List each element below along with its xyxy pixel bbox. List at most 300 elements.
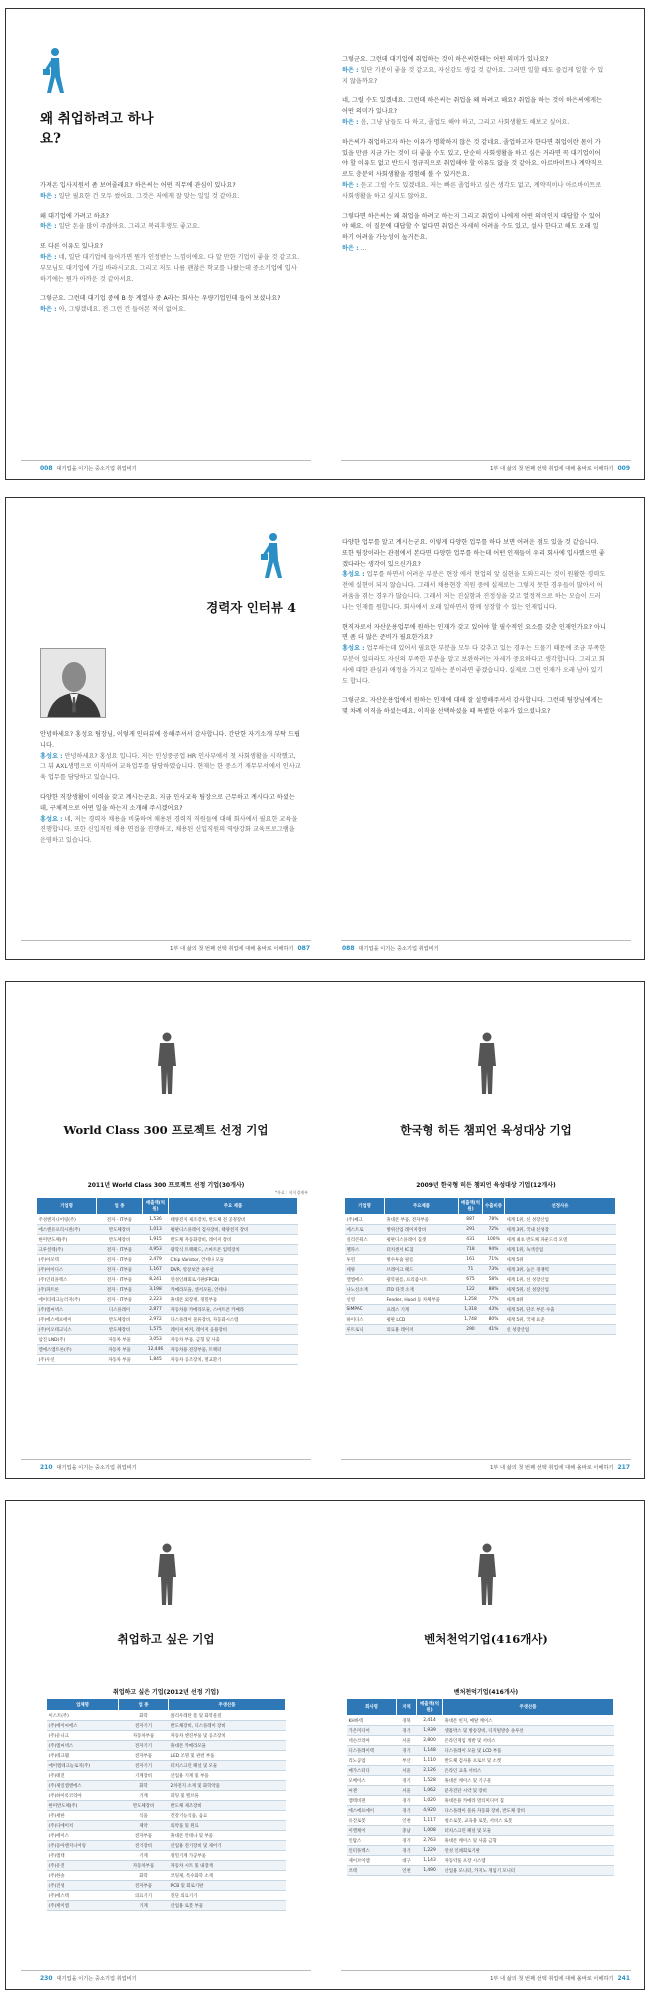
table-cell: 휴대폰 안테나 및 부품 — [169, 1831, 286, 1841]
table-cell: 휴대폰용 카메라 멀티미디어 칩 — [443, 1796, 614, 1806]
table-row — [37, 1325, 298, 1335]
page-right — [326, 498, 645, 959]
page-footer — [490, 1975, 630, 1982]
table-cell: (주)세한 — [47, 1811, 119, 1821]
speaker-label: 하은 : — [342, 181, 359, 189]
table-cell: 세계 최초 반도체 파운드리 모델 — [505, 1235, 616, 1245]
table-cell: 디스플레이 물류 자동화 장비, 반도체 장비 — [443, 1806, 614, 1816]
table-cell: 2,414 — [417, 1716, 443, 1726]
column-header: 기업명 — [37, 1198, 97, 1215]
table-cell: 엠텍비젼 — [347, 1796, 397, 1806]
table-cell: 엘에스엠트론(주) — [37, 1345, 97, 1355]
table-cell: (주)엠씨넥스 — [47, 1741, 119, 1751]
table-row — [345, 1285, 616, 1295]
page-number: 087 — [297, 945, 310, 952]
table-cell: 경기 — [397, 1726, 417, 1736]
table-cell: 1,845 — [143, 1355, 169, 1365]
table-row — [47, 1761, 286, 1771]
table-cell: 기계 — [119, 1791, 169, 1801]
table-row — [37, 1245, 298, 1255]
section-heading: 벤처천억기업(416개사) — [424, 1632, 548, 1646]
table-row — [47, 1711, 286, 1721]
running-title: 대기업을 이기는 중소기업 취업비기 — [56, 466, 137, 472]
table-cell: 77% — [483, 1295, 505, 1305]
table-cell: 코텍 — [347, 1866, 397, 1876]
table-cell: 1,110 — [417, 1756, 443, 1766]
table-cell: 세계 5위, 국제 표준 — [505, 1315, 616, 1325]
person-silhouette-icon — [476, 1032, 498, 1096]
question-text: 다양한 직장생활이 이력을 갖고 계시는군요. 지금 인사교육 팀장으로 근무하고 계시다고 하셨는데, 구체적으로 어떤 일을 하는지 소개해 주시겠어요? — [40, 793, 295, 812]
table-row — [37, 1305, 298, 1315]
table-source-note: *자료 : 지식경제부 — [275, 1190, 308, 1195]
table-row — [47, 1751, 286, 1761]
table-cell: 전자 · IT부품 — [97, 1265, 143, 1275]
table-cell: 자동차 부품 — [97, 1355, 143, 1365]
table-cell: 세계 3위, 높은 경쟁력 — [505, 1265, 616, 1275]
table-cell: 경기 — [397, 1796, 417, 1806]
person-silhouette-icon — [476, 1543, 498, 1607]
page-footer — [490, 1464, 630, 1471]
page-left — [6, 9, 326, 479]
qa-block — [342, 538, 606, 718]
table-cell: 부산 — [397, 1756, 417, 1766]
table-cell: 정밀기계 가공부품 — [169, 1851, 286, 1861]
table-cell: 방수투습 필름 — [385, 1255, 459, 1265]
table-cell: 산업용 전기장비 및 제어기 — [169, 1841, 286, 1851]
table-cell: 경기 — [397, 1846, 417, 1856]
table-cell: KH바텍 — [347, 1716, 397, 1726]
section-heading: 한국형 히든 챔피언 육성대상 기업 — [400, 1123, 572, 1137]
table-cell: 셋톱박스 및 방송장비, 디지털방송 솔루션 — [443, 1726, 614, 1736]
table-cell: 기계 — [119, 1851, 169, 1861]
table-cell: 1,143 — [417, 1856, 443, 1866]
table-cell: 경기 — [397, 1776, 417, 1786]
table-row — [47, 1851, 286, 1861]
section-heading: 취업하고 싶은 기업 — [117, 1632, 215, 1646]
table-cell: 반도체장비 — [97, 1315, 143, 1325]
table-cell: 2,877 — [143, 1305, 169, 1315]
column-header: 매출액(억원) — [143, 1198, 169, 1215]
table-cell: 멜파스 — [345, 1245, 385, 1255]
table-cell: 이스트(주) — [47, 1711, 119, 1721]
column-header: 업체명 — [47, 1699, 119, 1711]
table-row — [47, 1811, 286, 1821]
spread-4 — [5, 1500, 645, 1990]
table-cell: 전자 · IT부품 — [97, 1255, 143, 1265]
running-title: 1부 내 삶의 첫 번째 선택 취업에 대해 올바로 이해하기 — [490, 466, 614, 472]
company-table — [36, 1197, 298, 1365]
table-cell: 신영 — [345, 1295, 385, 1305]
table-cell: 레이저 마커, 레이저 응용장비 — [169, 1325, 298, 1335]
column-header: 주생산품 — [169, 1699, 286, 1711]
table-cell: 제이브이엠 — [347, 1856, 397, 1866]
table-cell: 에스트로 — [345, 1225, 385, 1235]
table-cell: 경기 — [397, 1806, 417, 1816]
table-cell: 41% — [483, 1325, 505, 1335]
table-cell: 2,223 — [143, 1295, 169, 1305]
table-cell: (주)유진 — [47, 1861, 119, 1871]
table-cell: 자동차 부품 — [97, 1345, 143, 1355]
company-table — [46, 1698, 286, 1911]
table-cell: 58% — [483, 1275, 505, 1285]
table-cell: (주)진성 — [47, 1881, 119, 1891]
table-row — [47, 1871, 286, 1881]
table-cell: 세계 3위, 국내 신성장 — [505, 1225, 616, 1235]
table-cell: 세계 1위, 신 성장산업 — [505, 1215, 616, 1225]
table-row — [345, 1245, 616, 1255]
table-cell: 1,148 — [417, 1746, 443, 1756]
table-cell: 넥슨코리아 — [347, 1736, 397, 1746]
table-cell: 평판디스플레이 검사장비, 태양전지 장비 — [169, 1225, 298, 1235]
table-cell: (주)에이스 — [47, 1831, 119, 1841]
company-table — [344, 1197, 616, 1335]
table-row — [347, 1746, 614, 1756]
section-heading: 경력자 인터뷰 4 — [206, 600, 296, 615]
table-cell: 의약품 및 원료 — [169, 1821, 286, 1831]
table-cell: 3,053 — [143, 1335, 169, 1345]
table-cell: 2,126 — [417, 1766, 443, 1776]
answer-row — [40, 192, 300, 203]
table-header-row — [47, 1699, 286, 1711]
table-cell: (주)엠텍 — [47, 1851, 119, 1861]
page-number: 088 — [342, 945, 355, 952]
table-row — [347, 1756, 614, 1766]
table-cell: 1,536 — [143, 1215, 169, 1225]
table-row — [347, 1816, 614, 1826]
table-cell: 에이티테크놀러지(주) — [37, 1295, 97, 1305]
table-cell: 78% — [483, 1215, 505, 1225]
answer-text: 네, 저는 경력자 채용을 비롯하여 채용된 경력직 직원들에 대해 회사에서 필요한 교육을 진행합니다. 또한 신입직원 채용 면접을 진행하고, 채용된 신입직원의 역량강화 교육프로그램을 운영하고 있습니다. — [40, 815, 298, 845]
table-cell: (주)에이씨에스 — [47, 1721, 119, 1731]
table-cell: 온라인게임 개발 및 서비스 — [443, 1736, 614, 1746]
speaker-label: 하은 : — [40, 192, 57, 200]
table-cell: 경기 — [397, 1836, 417, 1846]
page-number: 008 — [40, 465, 53, 472]
table-row — [47, 1861, 286, 1871]
table-cell: 에스엔유프리시젼(주) — [37, 1225, 97, 1235]
table-cell: 1,229 — [417, 1846, 443, 1856]
page-number: 009 — [617, 465, 630, 472]
table-cell: 세계 5위, 단조 부문 수출 — [505, 1305, 616, 1315]
table-header-row — [37, 1198, 298, 1215]
table-cell: 8,241 — [143, 1275, 169, 1285]
answer-text: 업무하는데 있어서 필요한 부분을 모두 다 갖추고 있는 경우는 드물기 때문에 조금 부족한 부분이 있더라도 자신의 부족한 부분을 알고 보완하려는 자세가 중요하다고 생각합니다. 그리고 회사에 대한 관심과 애정을 가지고 일하는 분이라면 좋겠습니다. 실제로 그런 인재가 오래 남아 있기도 합니다. — [342, 645, 606, 685]
table-cell: 전자기기 — [119, 1761, 169, 1771]
table-cell: 290 — [459, 1325, 483, 1335]
running-title: 대기업을 이기는 중소기업 취업비기 — [56, 1976, 137, 1982]
table-cell: (주)아모텍 — [37, 1255, 97, 1265]
question-text: 그렇군요. 그런데 대기업에 취업하는 것이 하은씨한테는 어떤 의미가 있나요? — [342, 56, 549, 63]
footer-rule — [341, 940, 631, 941]
table-cell: (주)케이엠 — [47, 1901, 119, 1911]
table-cell: 반도체장비 — [97, 1325, 143, 1335]
answer-text: 음, 그냥 남들도 다 하고, 졸업도 해야 하고, 그리고 사회생활도 해보고 싶어요. — [360, 118, 570, 126]
table-cell: 광학필름, 프리즘시트 — [385, 1275, 459, 1285]
speaker-label: 하은 : — [40, 253, 57, 261]
page-footer — [490, 465, 630, 472]
table-cell: (주)동아엔지니어링 — [47, 1841, 119, 1851]
table-cell: 기계 — [119, 1901, 169, 1911]
table-cell: 제약 — [119, 1821, 169, 1831]
table-cell: 인탑스 — [347, 1836, 397, 1846]
table-cell: (주)하이록코리아 — [47, 1791, 119, 1801]
answer-row — [40, 222, 300, 233]
table-cell: 한미반도체(주) — [37, 1235, 97, 1245]
footer-rule — [21, 1970, 311, 1971]
page-right — [326, 1501, 645, 1989]
table-cell: (주)쎄크 — [345, 1215, 385, 1225]
table-cell: 세계 5위, 신 성장산업 — [505, 1285, 616, 1295]
table-row — [347, 1736, 614, 1746]
table-cell: 휴대폰 힌지, 메탈 케이스 — [443, 1716, 614, 1726]
table-cell: 100% — [483, 1235, 505, 1245]
answer-text: 네, 일단 대기업에 들어가면 뭔가 인정받는 느낌이에요. 다 알 만한 기업이 좋을 것 같고요. 부모님도 대기업에 가길 바라시고요. 그리고 저도 나름 괜찮은 학교를 나왔는데 중소기업에 입사하기에는 뭔가 아까운 것 같아서요. — [40, 253, 300, 283]
column-header: 업 종 — [119, 1699, 169, 1711]
table-cell: 디스플레이 — [97, 1305, 143, 1315]
column-header: 수출비중 — [483, 1198, 505, 1215]
answer-text: 듣고 그럴 수도 있겠네요. 저는 빠른 졸업하고 싶은 생각도 없고, 계약직이나 아르바이트로 사회생활을 하고 싶지도 않아요. — [342, 181, 602, 200]
table-row — [347, 1726, 614, 1736]
table-cell: 산업용 모니터, 카지노 게임기 모니터 — [443, 1866, 614, 1876]
page-number: 230 — [40, 1975, 53, 1982]
table-cell: (주)인터플렉스 — [37, 1275, 97, 1285]
page-footer — [40, 1975, 137, 1982]
table-cell: 의료용 레이저 — [385, 1325, 459, 1335]
table-cell: 유진로봇 — [347, 1816, 397, 1826]
speaker-label: 하은 : — [40, 223, 57, 231]
table-cell: LED 조명 및 관련 부품 — [169, 1751, 286, 1761]
column-header: 주요 제품 — [169, 1198, 298, 1215]
table-row — [347, 1836, 614, 1846]
answer-text: 업무를 하면서 어려운 부분은 현장 에서 현업의 앞 실현을 도와드리는 것이 원활한 경력도 전에 실현이 되지 않습니다. 그래서 채용현장 직원 중에 실제로는 그렇지 못한 경우들이 많아서 어려움을 겪는 경우가 많습니다. 그래서 저는 진실함과 진정성을 갖고 열정적으로 하는 모습이 드러나는 인재를 원합니다. 회사에서 오래 일하면서 함께 성장할 수 있는 인재입니다. — [342, 571, 606, 611]
table-cell: ITO 타겟 소재 — [385, 1285, 459, 1295]
table-cell: 887 — [459, 1215, 483, 1225]
table-cell: 터치스크린 패널 및 모듈 — [169, 1761, 286, 1771]
table-cell: (주)태진 — [47, 1771, 119, 1781]
table-row — [37, 1345, 298, 1355]
column-header: 주요제품 — [385, 1198, 459, 1215]
page-footer — [40, 1464, 137, 1471]
table-cell: 화학 — [119, 1711, 169, 1721]
qa-block — [40, 181, 300, 316]
column-header: 매출액(억원) — [417, 1699, 443, 1716]
question-text: 그렇다면 하은씨는 왜 취업을 하려고 하는지 그리고 취업이 나에게 어떤 의미인지 대답할 수 있어야 해요. 이 질문에 대답할 수 없다면 취업은 자세히 어려울 수도 있고, 설사 한다고 해도 오래 일하기 어려울 가능성이 높거든요. — [342, 212, 601, 242]
table-row — [47, 1831, 286, 1841]
table-cell: 자동차 부품, 금형 및 사출 — [169, 1335, 298, 1345]
answer-row — [40, 752, 302, 784]
table-cell: 세계 5위 — [505, 1255, 616, 1265]
page-left — [6, 498, 326, 959]
qa-block — [342, 55, 604, 255]
table-cell: 하이디스 — [345, 1315, 385, 1325]
company-table — [346, 1698, 614, 1876]
table-cell: 2,800 — [417, 1736, 443, 1746]
table-cell: 1,062 — [417, 1786, 443, 1796]
table-row — [37, 1285, 298, 1295]
footer-rule — [341, 1459, 631, 1460]
table-cell: 2,763 — [417, 1836, 443, 1846]
table-cell: 리노공업 — [347, 1756, 397, 1766]
table-cell: 1,748 — [459, 1315, 483, 1325]
table-row — [347, 1796, 614, 1806]
table-cell: 43% — [483, 1305, 505, 1315]
page-left — [6, 982, 326, 1478]
table-cell: 한미반도체(주) — [47, 1801, 119, 1811]
page-right — [326, 982, 645, 1478]
table-cell: (주)엠씨넥스 — [37, 1305, 97, 1315]
column-header: 매출액(억원) — [459, 1198, 483, 1215]
table-cell: 터치센서 IC칩 — [385, 1245, 459, 1255]
table-row — [347, 1856, 614, 1866]
table-row — [347, 1786, 614, 1796]
table-cell: 주성엔지니어링(주) — [37, 1215, 97, 1225]
table-cell: 산업용 기계 및 부품 — [169, 1771, 286, 1781]
table-row — [37, 1255, 298, 1265]
table-cell: 1,167 — [143, 1265, 169, 1275]
table-cell: 화학 — [119, 1871, 169, 1881]
table-row — [345, 1255, 616, 1265]
table-cell: 인천 — [397, 1866, 417, 1876]
table-cell: 반도체장비, 디스플레이 장비 — [169, 1721, 286, 1731]
table-row — [347, 1776, 614, 1786]
table-cell: 전자부품 — [119, 1881, 169, 1891]
table-cell: 1,575 — [143, 1325, 169, 1335]
question-text: 가져온 입사지원서 좀 보여줄래요? 하은씨는 어떤 직무에 관심이 있나요? — [40, 182, 236, 189]
table-cell: 전자기기 — [119, 1741, 169, 1751]
table-cell: 1,490 — [417, 1866, 443, 1876]
table-cell: 청소로봇, 교육용 로봇, 서비스 로봇 — [443, 1816, 614, 1826]
speaker-label: 하은 : — [342, 66, 359, 74]
table-row — [47, 1791, 286, 1801]
table-cell: 1,939 — [417, 1726, 443, 1736]
table-cell: 73% — [483, 1265, 505, 1275]
table-cell: 에스에프에이 — [347, 1806, 397, 1816]
page-footer — [170, 945, 310, 952]
table-cell: 분자진단 시약 및 장비 — [443, 1786, 614, 1796]
table-cell: 세계 1위, 신 성장산업 — [505, 1275, 616, 1285]
question-text: 또 다른 이유도 있나요? — [40, 243, 103, 251]
table-cell: 반도체장비 — [97, 1235, 143, 1245]
table-cell: 나노신소재 — [345, 1285, 385, 1295]
table-title: 2009년 한국형 히든 챔피언 육성대상 기업(12개사) — [416, 1182, 556, 1189]
table-cell: 평판디스플레이 칩셋 — [385, 1235, 459, 1245]
table-cell: 71 — [459, 1265, 483, 1275]
table-cell: 1,117 — [417, 1816, 443, 1826]
running-title: 1부 내 삶의 첫 번째 선택 취업에 대해 올바로 이해하기 — [490, 1465, 614, 1471]
table-cell: 세계 4위 — [505, 1295, 616, 1305]
question-text: 그렇군요. 자산운용업에서 원하는 인재에 대해 잘 설명해주셔서 감사합니다. 그런데 팀장님에게는 몇 차례 이직을 하셨는데요. 이직을 선택하셨을 때 특별한 이유가 있으셨나요? — [342, 697, 603, 716]
table-cell: 건강기능식품, 음료 — [169, 1811, 286, 1821]
table-row — [345, 1265, 616, 1275]
question-text: 그렇군요. 그런데 대기업 중에 B 등 계열사 중 A라는 회사는 우량기업인데 들어 보셨나요? — [40, 295, 281, 303]
answer-row — [342, 244, 604, 255]
table-cell: 4,920 — [417, 1806, 443, 1816]
table-cell: (주)파트론 — [37, 1285, 97, 1295]
table-cell: 태양전지 제조장치, 반도체 전 공정장비 — [169, 1215, 298, 1225]
table-cell: 2,479 — [143, 1255, 169, 1265]
table-row — [37, 1225, 298, 1235]
table-cell: 세양 — [345, 1265, 385, 1275]
table-row — [37, 1295, 298, 1305]
table-cell: 1,258 — [459, 1295, 483, 1305]
table-row — [37, 1335, 298, 1345]
table-row — [345, 1215, 616, 1225]
table-cell: 서울 — [397, 1786, 417, 1796]
table-cell: Chip Varistor, 안테나 모듈 — [169, 1255, 298, 1265]
table-cell: 루트로닉 — [345, 1325, 385, 1335]
column-header: 기업명 — [345, 1198, 385, 1215]
table-cell: 자동차용 전장부품, 트랙터 — [169, 1345, 298, 1355]
table-cell: 431 — [459, 1235, 483, 1245]
table-cell: 서울 — [397, 1766, 417, 1776]
table-row — [37, 1235, 298, 1245]
table-row — [345, 1225, 616, 1235]
answer-row — [342, 570, 606, 613]
table-row — [345, 1305, 616, 1315]
answer-text: … — [360, 244, 367, 252]
table-cell: 자동차부품 — [119, 1861, 169, 1871]
table-cell: 투윈 — [345, 1255, 385, 1265]
table-cell: 평판 LCD — [385, 1315, 459, 1325]
speaker-label: 하은 : — [40, 306, 57, 314]
table-cell: 1,020 — [417, 1796, 443, 1806]
table-cell: 인터플렉스 — [347, 1846, 397, 1856]
table-row — [347, 1866, 614, 1876]
table-cell: 대구 — [397, 1856, 417, 1866]
page-number: 210 — [40, 1464, 53, 1471]
page-footer — [40, 465, 137, 472]
page-footer — [342, 945, 439, 952]
table-cell: SIMPAC — [345, 1305, 385, 1315]
table-row — [345, 1325, 616, 1335]
table-cell: 반도체장비 — [119, 1801, 169, 1811]
table-cell: 전자기기 — [119, 1721, 169, 1731]
table-cell: 휴대폰 케이스 및 기구물 — [443, 1776, 614, 1786]
table-row — [47, 1741, 286, 1751]
page-left — [6, 1501, 326, 1989]
table-cell: 휴대폰 외장재, 정밀부품 — [169, 1295, 298, 1305]
table-cell: 1,528 — [417, 1776, 443, 1786]
table-row — [345, 1235, 616, 1245]
table-cell: 실리콘웍스 — [345, 1235, 385, 1245]
page-number: 241 — [617, 1975, 630, 1982]
table-row — [347, 1716, 614, 1726]
table-row — [47, 1771, 286, 1781]
answer-row — [342, 66, 604, 88]
table-cell: 방위산업 레이저장비 — [385, 1225, 459, 1235]
table-cell: 1,318 — [459, 1305, 483, 1315]
speaker-label: 홍성요 : — [342, 571, 365, 579]
table-cell: 88% — [483, 1285, 505, 1295]
table-cell: 크루셜텍(주) — [37, 1245, 97, 1255]
table-cell: 삼진 LND(주) — [37, 1335, 97, 1345]
table-cell: 이엘케이 — [347, 1826, 397, 1836]
table-row — [47, 1901, 286, 1911]
page-number: 217 — [617, 1464, 630, 1471]
table-cell: 휴대폰 부품, 전자부품 — [385, 1215, 459, 1225]
column-header: 지역 — [397, 1699, 417, 1716]
table-cell: 메가스터디 — [347, 1766, 397, 1776]
table-row — [47, 1821, 286, 1831]
section-heading: 왜 취업하려고 하나요? — [40, 111, 154, 147]
answer-row — [40, 253, 300, 285]
table-cell: 4,953 — [143, 1245, 169, 1255]
answer-text: 안녕하세요? 홍성요 입니다. 저는 인성중공업 HR 인사부에서 첫 사회생활을 시작했고, 그 뒤 AXL생명으로 이직하여 교육업무를 담당하였습니다. 현재는 한 중소기 재무부서에서 인사교육 업무를 담당하고 있습니다. — [40, 752, 301, 782]
spread-1 — [5, 8, 645, 480]
table-cell: 718 — [459, 1245, 483, 1255]
table-cell: (주)한솔 — [47, 1871, 119, 1881]
footer-rule — [341, 460, 631, 461]
